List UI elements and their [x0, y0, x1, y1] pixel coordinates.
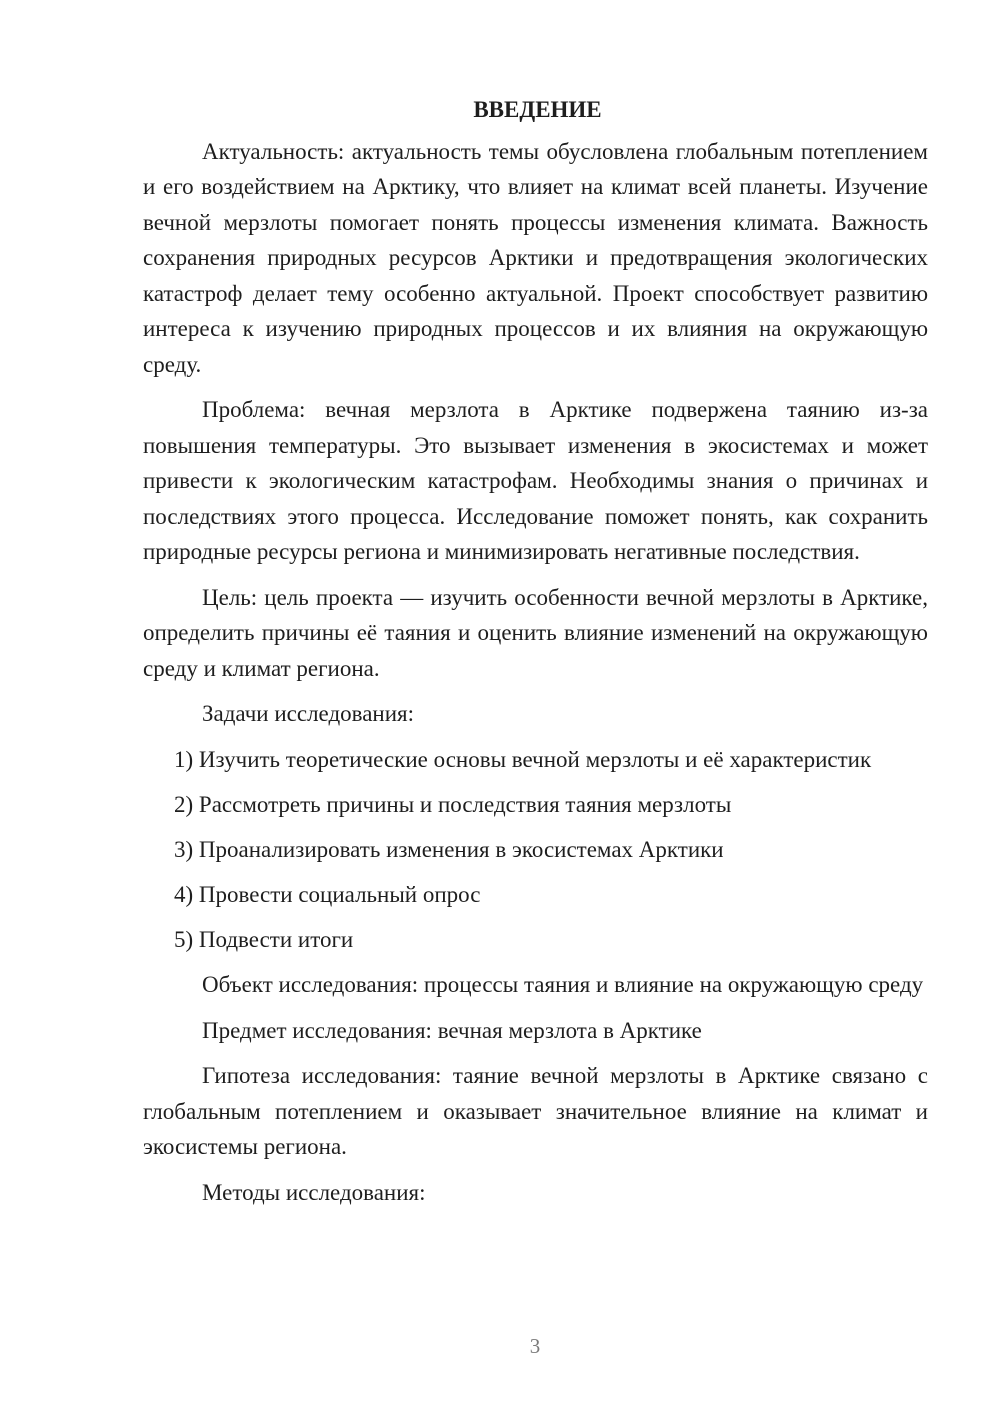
page-number: 3	[529, 1334, 541, 1358]
tasks-list	[143, 742, 928, 958]
page-content	[143, 92, 928, 1220]
list-item: 5) Подвести итоги	[174, 926, 354, 952]
list-item: 1) Изучить теоретические основы вечной мерзлоты и её характеристик	[174, 746, 872, 772]
list-item: 4) Провести социальный опрос	[174, 881, 481, 907]
subject-paragraph: Предмет исследования: вечная мерзлота в Арктике	[202, 1017, 702, 1043]
tasks-heading: Задачи исследования:	[202, 701, 415, 726]
list-item: 3) Проанализировать изменения в экосистемах Арктики	[174, 836, 724, 862]
page-title: ВВЕДЕНИЕ	[473, 97, 602, 122]
hypothesis-paragraph: Гипотеза исследования: таяние вечной мерзлоты в Арктике связано с глобальным потеплением и оказывает значительное влияние на климат и экосистемы региона.	[143, 1063, 928, 1159]
problem-paragraph: Проблема: вечная мерзлота в Арктике подвержена таянию из-за повышения температуры. Это вызывает изменения в экосистемах и может привести к экологическим катастрофам. Необходимы знания о причинах и последствиях этого процесса. Исследование поможет понять, как сохранить природные ресурсы региона и минимизировать негативные последствия.	[143, 397, 928, 564]
relevance-paragraph: Актуальность: актуальность темы обусловлена глобальным потеплением и его воздействием на Арктику, что влияет на климат всей планеты. Изучение вечной мерзлоты помогает понять процессы изменения климата. Важность сохранения природных ресурсов Арктики и предотвращения экологических катастроф делает тему особенно актуальной. Проект способствует развитию интереса к изучению природных процессов и их влияния на окружающую среду.	[143, 138, 928, 377]
methods-heading: Методы исследования:	[202, 1179, 426, 1205]
goal-paragraph: Цель: цель проекта — изучить особенности вечной мерзлоты в Арктике, определить причины её таяния и оценить влияние изменений на окружающую среду и климат региона.	[143, 584, 928, 681]
object-paragraph: Объект исследования: процессы таяния и влияние на окружающую среду	[202, 972, 924, 997]
list-item: 2) Рассмотреть причины и последствия таяния мерзлоты	[174, 791, 732, 817]
